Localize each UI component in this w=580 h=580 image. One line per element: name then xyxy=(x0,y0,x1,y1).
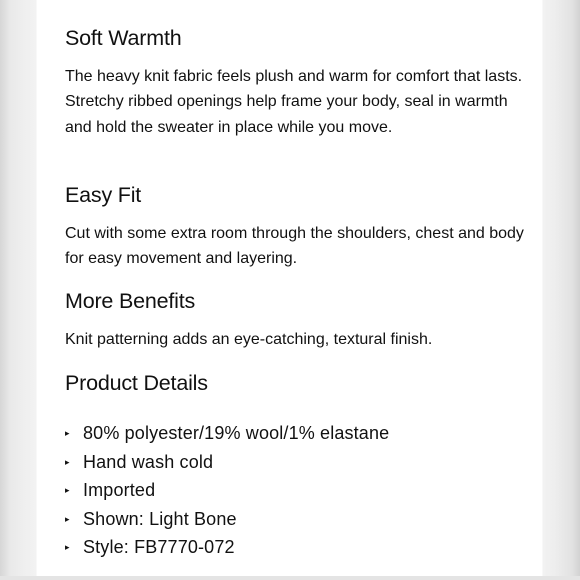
section-product-details xyxy=(65,369,535,562)
section-easy-fit xyxy=(65,181,535,272)
product-detail-item xyxy=(65,448,535,477)
bullet-icon: ▸ xyxy=(65,485,70,495)
product-description-panel xyxy=(37,0,542,576)
section-heading-soft-warmth: Soft Warmth xyxy=(65,26,182,50)
section-soft-warmth xyxy=(65,24,535,140)
section-more-benefits xyxy=(65,287,535,352)
product-detail-text: Style: FB7770-072 xyxy=(83,537,235,557)
section-heading-easy-fit: Easy Fit xyxy=(65,183,142,207)
bullet-icon: ▸ xyxy=(65,428,70,438)
product-detail-item xyxy=(65,419,535,448)
product-detail-text: Imported xyxy=(83,480,156,500)
bullet-icon: ▸ xyxy=(65,513,70,524)
section-body-easy-fit: Cut with some extra room through the shoulders, chest and body for easy movement and layering. xyxy=(65,225,524,268)
product-detail-text: Hand wash cold xyxy=(83,451,214,472)
product-detail-item xyxy=(65,505,535,534)
bullet-icon: ▸ xyxy=(65,542,70,552)
section-body-soft-warmth: The heavy knit fabric feels plush and warm for comfort that lasts. Stretchy ribbed openings help frame your body, seal in warmth and hold the sweater in place while you move. xyxy=(65,68,523,136)
page-bottom-edge xyxy=(0,576,580,580)
product-detail-item xyxy=(65,476,535,505)
section-heading-product-details: Product Details xyxy=(65,371,208,395)
section-heading-more-benefits: More Benefits xyxy=(65,289,196,313)
product-details-list xyxy=(65,419,535,562)
product-detail-text: 80% polyester/19% wool/1% elastane xyxy=(83,423,390,443)
section-body-more-benefits: Knit patterning adds an eye-catching, textural finish. xyxy=(65,331,433,348)
product-detail-item xyxy=(65,533,535,562)
product-detail-text: Shown: Light Bone xyxy=(83,508,237,529)
bullet-icon: ▸ xyxy=(65,456,70,467)
